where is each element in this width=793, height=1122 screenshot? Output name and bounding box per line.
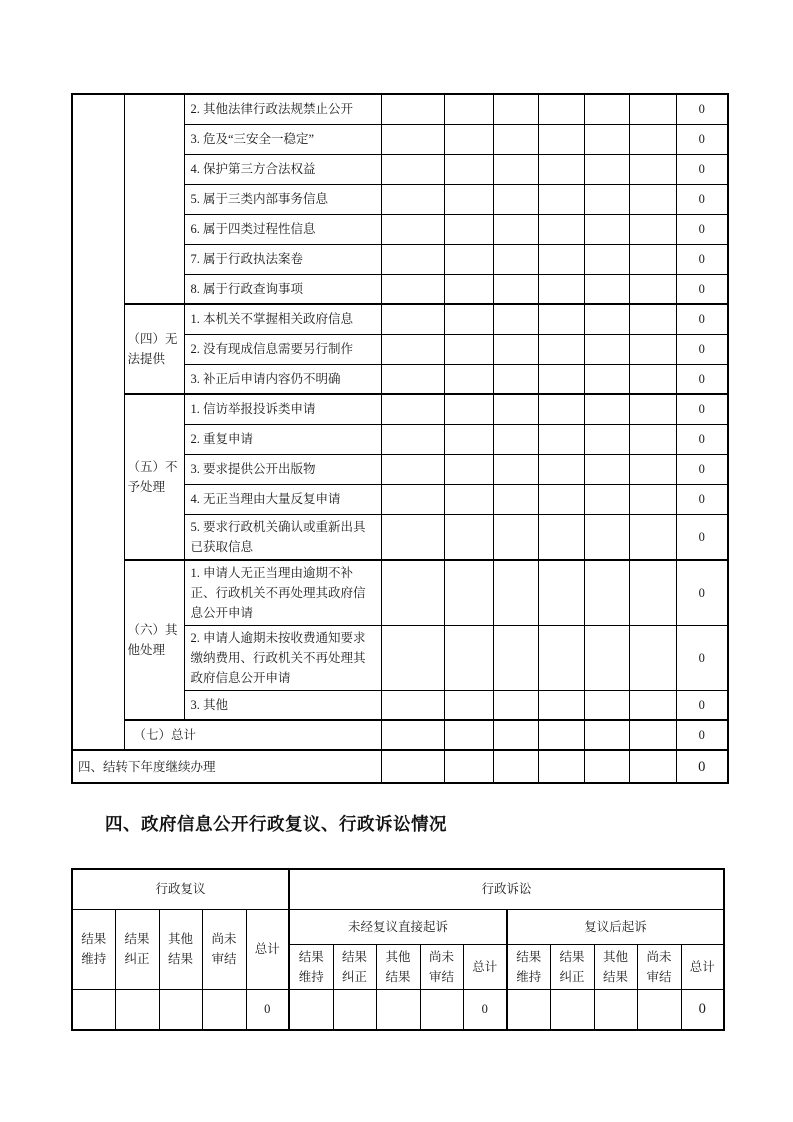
- item-label-cell: 4. 保护第三方合法权益: [184, 154, 381, 184]
- data-value-cell: [584, 184, 629, 214]
- result-value-cell: [333, 989, 376, 1030]
- item-label-cell: 3. 补正后申请内容仍不明确: [184, 364, 381, 394]
- data-value-cell: [493, 454, 538, 484]
- item-label-cell: 2. 重复申请: [184, 424, 381, 454]
- data-value-cell: [584, 514, 629, 560]
- result-column-header-cell: 结果维持: [72, 909, 115, 989]
- data-value-cell: [444, 244, 493, 274]
- data-value-cell: [584, 625, 629, 690]
- result-value-cell: [507, 989, 550, 1030]
- data-value-cell: [629, 274, 676, 304]
- data-value-cell: [584, 484, 629, 514]
- group-label-cell: （五）不予处理: [124, 394, 184, 560]
- data-value-cell: [629, 690, 676, 720]
- data-value-cell: [493, 244, 538, 274]
- data-value-cell: [444, 304, 493, 334]
- row-total-cell: 0: [676, 274, 728, 304]
- data-value-cell: [381, 560, 444, 626]
- item-label-cell: 4. 无正当理由大量反复申请: [184, 484, 381, 514]
- result-value-cell: [376, 989, 420, 1030]
- data-value-cell: [381, 690, 444, 720]
- data-value-cell: [629, 625, 676, 690]
- row-total-cell: 0: [676, 690, 728, 720]
- row-total-cell: 0: [676, 244, 728, 274]
- data-value-cell: [381, 244, 444, 274]
- data-value-cell: [584, 304, 629, 334]
- result-value-cell: [202, 989, 246, 1030]
- data-value-cell: [444, 124, 493, 154]
- item-label-cell: 7. 属于行政执法案卷: [184, 244, 381, 274]
- item-label-cell: 3. 要求提供公开出版物: [184, 454, 381, 484]
- data-value-cell: [629, 154, 676, 184]
- data-value-cell: [381, 154, 444, 184]
- row-total-cell: 0: [676, 304, 728, 334]
- data-value-cell: [381, 364, 444, 394]
- litigation-header-cell: 行政诉讼: [289, 869, 724, 909]
- data-value-cell: [381, 454, 444, 484]
- result-column-header-cell: 结果纠正: [333, 944, 376, 989]
- result-column-header-cell: 尚未审结: [637, 944, 681, 989]
- result-column-header-cell: 结果纠正: [550, 944, 594, 989]
- row-total-cell: 0: [676, 334, 728, 364]
- data-value-cell: [493, 214, 538, 244]
- result-column-header-cell: 结果纠正: [115, 909, 159, 989]
- data-value-cell: [538, 625, 584, 690]
- data-value-cell: [629, 454, 676, 484]
- data-value-cell: [584, 364, 629, 394]
- result-value-cell: [115, 989, 159, 1030]
- data-value-cell: [538, 560, 584, 626]
- item-label-cell: 8. 属于行政查询事项: [184, 274, 381, 304]
- total-value-cell: 0: [681, 989, 724, 1030]
- row-total-cell: 0: [676, 560, 728, 626]
- grand-total-label-cell: （七）总计: [124, 720, 381, 750]
- item-label-cell: 1. 申请人无正当理由逾期不补正、行政机关不再处理其政府信息公开申请: [184, 560, 381, 626]
- category-continuation-cell: [72, 94, 124, 750]
- data-value-cell: [493, 424, 538, 454]
- result-column-header-cell: 总计: [681, 944, 724, 989]
- data-value-cell: [629, 514, 676, 560]
- group-label-cell: （四）无法提供: [124, 304, 184, 394]
- data-value-cell: [629, 560, 676, 626]
- data-value-cell: [444, 334, 493, 364]
- result-value-cell: [420, 989, 463, 1030]
- data-value-cell: [584, 750, 629, 783]
- result-value-cell: [159, 989, 202, 1030]
- direct-suit-header-cell: 未经复议直接起诉: [289, 909, 507, 944]
- data-value-cell: [538, 214, 584, 244]
- data-value-cell: [538, 334, 584, 364]
- data-value-cell: [493, 625, 538, 690]
- group-label-cell: [124, 94, 184, 304]
- result-column-header-cell: 结果维持: [507, 944, 550, 989]
- data-value-cell: [629, 334, 676, 364]
- data-value-cell: [381, 720, 444, 750]
- row-total-cell: 0: [676, 484, 728, 514]
- row-total-cell: 0: [676, 124, 728, 154]
- data-value-cell: [381, 124, 444, 154]
- data-value-cell: [493, 750, 538, 783]
- data-value-cell: [444, 154, 493, 184]
- data-value-cell: [584, 690, 629, 720]
- row-total-cell: 0: [676, 454, 728, 484]
- data-value-cell: [444, 454, 493, 484]
- data-value-cell: [381, 394, 444, 424]
- data-value-cell: [493, 364, 538, 394]
- data-value-cell: [444, 720, 493, 750]
- carryover-total-cell: 0: [676, 750, 728, 783]
- data-value-cell: [381, 625, 444, 690]
- data-value-cell: [493, 94, 538, 124]
- data-value-cell: [444, 394, 493, 424]
- data-value-cell: [629, 424, 676, 454]
- item-label-cell: 6. 属于四类过程性信息: [184, 214, 381, 244]
- review-header-cell: 行政复议: [72, 869, 289, 909]
- row-total-cell: 0: [676, 625, 728, 690]
- data-value-cell: [381, 304, 444, 334]
- data-value-cell: [538, 424, 584, 454]
- data-value-cell: [493, 184, 538, 214]
- result-value-cell: [289, 989, 333, 1030]
- data-value-cell: [493, 560, 538, 626]
- data-value-cell: [629, 244, 676, 274]
- row-total-cell: 0: [676, 214, 728, 244]
- item-label-cell: 3. 危及“三安全一稳定”: [184, 124, 381, 154]
- data-value-cell: [444, 94, 493, 124]
- item-label-cell: 3. 其他: [184, 690, 381, 720]
- data-value-cell: [629, 720, 676, 750]
- item-label-cell: 2. 其他法律行政法规禁止公开: [184, 94, 381, 124]
- data-value-cell: [493, 484, 538, 514]
- result-value-cell: [72, 989, 115, 1030]
- result-column-header-cell: 其他结果: [376, 944, 420, 989]
- total-value-cell: 0: [246, 989, 289, 1030]
- data-value-cell: [538, 364, 584, 394]
- data-value-cell: [538, 94, 584, 124]
- data-value-cell: [538, 154, 584, 184]
- data-value-cell: [538, 394, 584, 424]
- data-value-cell: [493, 274, 538, 304]
- data-value-cell: [584, 154, 629, 184]
- row-total-cell: 0: [676, 364, 728, 394]
- data-value-cell: [584, 334, 629, 364]
- data-value-cell: [538, 184, 584, 214]
- data-value-cell: [584, 274, 629, 304]
- data-value-cell: [538, 124, 584, 154]
- result-value-cell: [550, 989, 594, 1030]
- group-label-cell: （六）其他处理: [124, 560, 184, 721]
- data-value-cell: [381, 424, 444, 454]
- data-value-cell: [584, 720, 629, 750]
- data-value-cell: [444, 364, 493, 394]
- data-value-cell: [444, 750, 493, 783]
- data-value-cell: [629, 364, 676, 394]
- data-value-cell: [629, 214, 676, 244]
- data-value-cell: [493, 124, 538, 154]
- data-value-cell: [584, 124, 629, 154]
- data-value-cell: [538, 274, 584, 304]
- row-total-cell: 0: [676, 424, 728, 454]
- post-review-suit-header-cell: 复议后起诉: [507, 909, 724, 944]
- row-total-cell: 0: [676, 394, 728, 424]
- data-value-cell: [493, 304, 538, 334]
- data-value-cell: [444, 274, 493, 304]
- data-value-cell: [444, 625, 493, 690]
- item-label-cell: 1. 信访举报投诉类申请: [184, 394, 381, 424]
- data-value-cell: [629, 304, 676, 334]
- data-value-cell: [629, 484, 676, 514]
- data-value-cell: [584, 394, 629, 424]
- data-value-cell: [493, 514, 538, 560]
- data-value-cell: [629, 124, 676, 154]
- result-column-header-cell: 其他结果: [159, 909, 202, 989]
- data-value-cell: [444, 690, 493, 720]
- section-heading: 四、政府信息公开行政复议、行政诉讼情况: [105, 814, 447, 834]
- data-value-cell: [538, 720, 584, 750]
- data-value-cell: [584, 424, 629, 454]
- data-value-cell: [538, 484, 584, 514]
- item-label-cell: 5. 属于三类内部事务信息: [184, 184, 381, 214]
- item-label-cell: 5. 要求行政机关确认或重新出具已获取信息: [184, 514, 381, 560]
- data-value-cell: [381, 214, 444, 244]
- data-value-cell: [629, 394, 676, 424]
- item-label-cell: 2. 申请人逾期未按收费通知要求缴纳费用、行政机关不再处理其政府信息公开申请: [184, 625, 381, 690]
- data-value-cell: [444, 484, 493, 514]
- row-total-cell: 0: [676, 184, 728, 214]
- data-value-cell: [584, 214, 629, 244]
- item-label-cell: 1. 本机关不掌握相关政府信息: [184, 304, 381, 334]
- carryover-label-cell: 四、结转下年度继续办理: [72, 750, 381, 783]
- data-value-cell: [538, 690, 584, 720]
- item-label-cell: 2. 没有现成信息需要另行制作: [184, 334, 381, 364]
- data-value-cell: [381, 484, 444, 514]
- row-total-cell: 0: [676, 514, 728, 560]
- data-value-cell: [584, 94, 629, 124]
- data-value-cell: [381, 184, 444, 214]
- total-value-cell: 0: [463, 989, 507, 1030]
- data-value-cell: [629, 184, 676, 214]
- result-column-header-cell: 总计: [463, 944, 507, 989]
- result-column-header-cell: 尚未审结: [420, 944, 463, 989]
- result-value-cell: [637, 989, 681, 1030]
- data-value-cell: [493, 394, 538, 424]
- result-column-header-cell: 结果维持: [289, 944, 333, 989]
- data-value-cell: [584, 244, 629, 274]
- data-value-cell: [381, 750, 444, 783]
- data-value-cell: [584, 560, 629, 626]
- data-value-cell: [538, 750, 584, 783]
- data-value-cell: [493, 154, 538, 184]
- processing-results-table: [71, 93, 729, 784]
- data-value-cell: [493, 334, 538, 364]
- data-value-cell: [538, 244, 584, 274]
- data-value-cell: [444, 214, 493, 244]
- data-value-cell: [538, 304, 584, 334]
- data-value-cell: [381, 334, 444, 364]
- row-total-cell: 0: [676, 94, 728, 124]
- data-value-cell: [629, 94, 676, 124]
- result-column-header-cell: 总计: [246, 909, 289, 989]
- result-column-header-cell: 其他结果: [594, 944, 637, 989]
- row-total-cell: 0: [676, 154, 728, 184]
- data-value-cell: [444, 424, 493, 454]
- data-value-cell: [538, 514, 584, 560]
- data-value-cell: [444, 560, 493, 626]
- data-value-cell: [381, 94, 444, 124]
- data-value-cell: [381, 514, 444, 560]
- result-value-cell: [594, 989, 637, 1030]
- review-litigation-table: [71, 868, 725, 1031]
- data-value-cell: [493, 720, 538, 750]
- data-value-cell: [629, 750, 676, 783]
- data-value-cell: [493, 690, 538, 720]
- data-value-cell: [584, 454, 629, 484]
- grand-total-value-cell: 0: [676, 720, 728, 750]
- data-value-cell: [538, 454, 584, 484]
- data-value-cell: [444, 514, 493, 560]
- result-column-header-cell: 尚未审结: [202, 909, 246, 989]
- data-value-cell: [444, 184, 493, 214]
- data-value-cell: [381, 274, 444, 304]
